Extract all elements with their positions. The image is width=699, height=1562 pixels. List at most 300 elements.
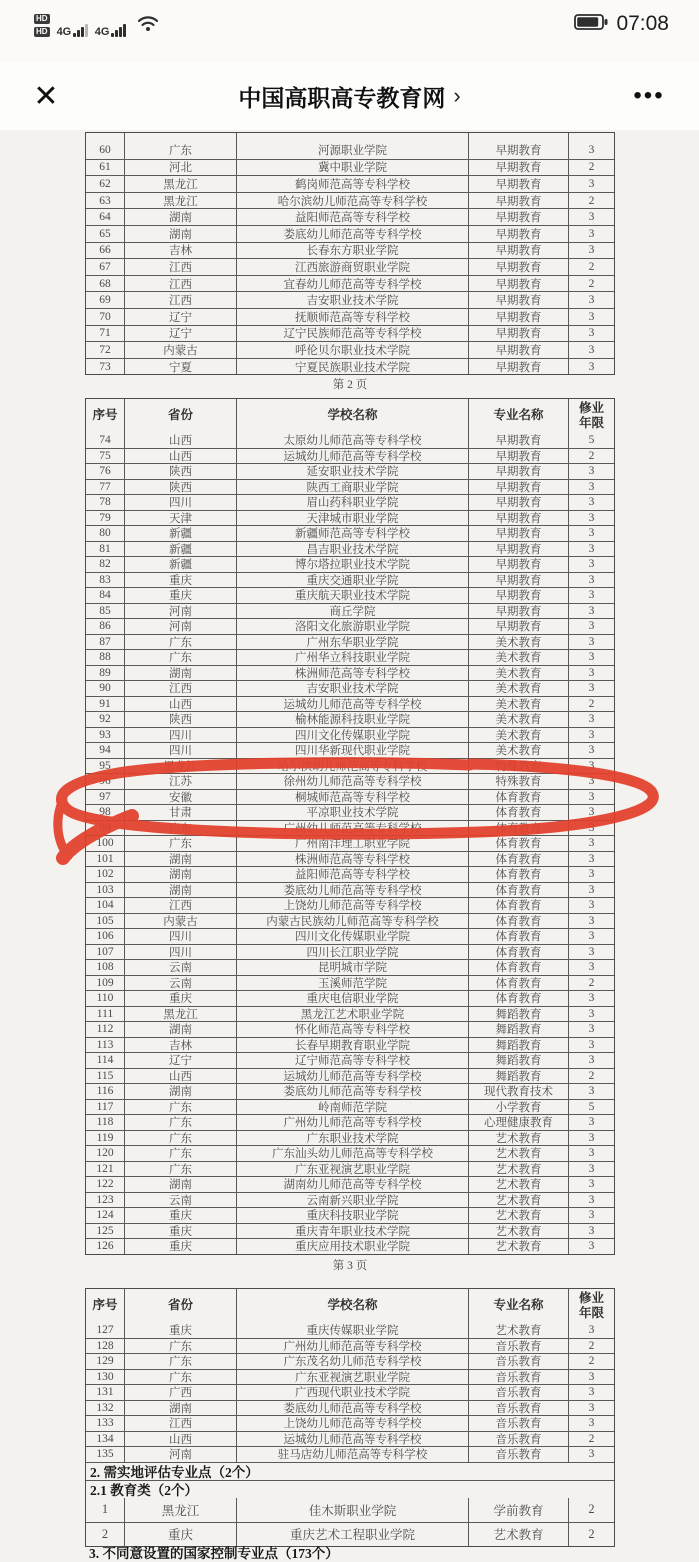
table-cell: 66 — [99, 244, 111, 257]
table-cell: 广东茂名幼儿师范专科学校 — [236, 1354, 468, 1369]
table-cell: 90 — [99, 682, 111, 695]
table-cell: 92 — [99, 713, 111, 726]
table-cell: 3 — [568, 176, 614, 192]
table-cell: 河南 — [124, 1447, 236, 1462]
table-cell: 131 — [96, 1386, 114, 1399]
table-cell: 2 — [568, 1498, 614, 1522]
table-cell: 广东 — [124, 1115, 236, 1130]
table-cell: 艺术教育 — [468, 1131, 568, 1146]
table-cell: 3 — [568, 309, 614, 325]
table-row — [86, 758, 614, 774]
table-cell: 119 — [96, 1131, 114, 1144]
table-cell: 81 — [99, 542, 111, 555]
table-cell: 江西 — [124, 1416, 236, 1431]
table-row — [86, 680, 614, 696]
table-cell: 黑龙江艺术职业学院 — [236, 1007, 468, 1022]
table-cell: 艺术教育 — [468, 1322, 568, 1338]
table-cell: 湖南 — [124, 867, 236, 882]
table-cell: 3 — [568, 604, 614, 619]
table-cell: 重庆航天职业技术学院 — [236, 588, 468, 603]
table-cell: 3 — [568, 209, 614, 225]
table-cell: 96 — [99, 775, 111, 788]
table-row — [86, 711, 614, 727]
table-cell: 98 — [99, 806, 111, 819]
table-cell: 体育教育 — [468, 790, 568, 805]
table-cell: 云南 — [124, 960, 236, 975]
table-cell: 70 — [99, 310, 111, 323]
table-row — [86, 959, 614, 975]
table-cell: 105 — [96, 914, 114, 927]
table-cell: 广东亚视演艺职业学院 — [236, 1370, 468, 1385]
table-cell: 湖南 — [124, 852, 236, 867]
table-cell: 广州华立科技职业学院 — [236, 650, 468, 665]
table-row — [86, 975, 614, 991]
table-cell: 运城幼儿师范高等专科学校 — [236, 1069, 468, 1084]
table-cell: 132 — [96, 1401, 114, 1414]
table-cell: 早期教育 — [468, 542, 568, 557]
table-cell: 音乐教育 — [468, 1354, 568, 1369]
table-cell: 河源职业学院 — [236, 142, 468, 159]
table-cell: 音乐教育 — [468, 1385, 568, 1400]
table-cell: 5 — [568, 432, 614, 448]
table-row — [86, 494, 614, 510]
table-row — [86, 225, 614, 242]
table-cell: 内蒙古 — [124, 914, 236, 929]
table-cell: 3 — [568, 573, 614, 588]
section-2-title: 2. 需实地评估专业点（2个） — [86, 1462, 614, 1480]
table-cell: 山西 — [124, 449, 236, 464]
table-cell: 广东 — [124, 1354, 236, 1369]
table-cell: 83 — [99, 573, 111, 586]
table-cell: 135 — [96, 1448, 114, 1461]
table-cell: 3 — [568, 883, 614, 898]
table-cell: 甘肃 — [124, 805, 236, 820]
table-cell: 体育教育 — [468, 945, 568, 960]
table-cell: 怀化师范高等专科学校 — [236, 1022, 468, 1037]
column-header: 省份 — [124, 1289, 236, 1322]
table-cell: 体育教育 — [468, 852, 568, 867]
table-cell: 3 — [568, 1239, 614, 1254]
table-cell: 2 — [101, 1526, 109, 1541]
section-3-title: 3. 不同意设置的国家控制专业点（173个） — [89, 1546, 339, 1561]
table-cell: 115 — [96, 1069, 114, 1082]
table-cell: 音乐教育 — [468, 1432, 568, 1447]
column-header: 序号 — [92, 408, 118, 423]
table-row — [86, 556, 614, 572]
table-cell: 重庆艺术工程职业学院 — [236, 1523, 468, 1546]
table-row — [86, 820, 614, 836]
table-cell: 2 — [568, 697, 614, 712]
table-cell: 广东 — [124, 836, 236, 851]
table-cell: 3 — [568, 1115, 614, 1130]
table-cell: 广东 — [124, 1146, 236, 1161]
table-cell: 3 — [568, 914, 614, 929]
table-cell: 130 — [96, 1370, 114, 1383]
table-cell: 黑龙江 — [124, 193, 236, 209]
table-cell: 广州东华职业学院 — [236, 635, 468, 650]
table-cell: 宜春幼儿师范高等专科学校 — [236, 276, 468, 292]
table-cell: 体育教育 — [468, 805, 568, 820]
table-cell: 江西 — [124, 276, 236, 292]
table-cell: 广东汕头幼儿师范高等专科学校 — [236, 1146, 468, 1161]
table-cell: 江西 — [124, 292, 236, 308]
more-menu-icon[interactable]: ••• — [633, 82, 665, 109]
table-cell: 65 — [99, 227, 111, 240]
table-cell: 音乐教育 — [468, 1401, 568, 1416]
status-bar — [0, 0, 699, 62]
table-cell: 音乐教育 — [468, 1370, 568, 1385]
table-row — [86, 665, 614, 681]
table-cell: 湖南 — [124, 226, 236, 242]
table-cell: 3 — [568, 1038, 614, 1053]
page-number: 第 3 页 — [332, 1260, 368, 1272]
table-cell: 体育教育 — [468, 960, 568, 975]
table-cell: 江西 — [124, 681, 236, 696]
table-cell: 早期教育 — [468, 449, 568, 464]
table-cell: 3 — [568, 1385, 614, 1400]
table-cell: 山西 — [124, 697, 236, 712]
table-cell: 音乐教育 — [468, 1339, 568, 1354]
table-cell: 2 — [568, 193, 614, 209]
table-cell: 早期教育 — [468, 359, 568, 375]
table-cell: 5 — [568, 1100, 614, 1115]
table-cell: 四川文化传媒职业学院 — [236, 728, 468, 743]
table-cell: 舞蹈教育 — [468, 1069, 568, 1084]
wifi-icon — [137, 14, 159, 37]
column-header: 序号 — [92, 1298, 118, 1313]
table-cell: 天津 — [124, 511, 236, 526]
page-title[interactable] — [0, 62, 699, 130]
table-row — [86, 432, 614, 448]
network-type-label: 4G — [94, 26, 110, 38]
table-cell: 黑龙江 — [124, 176, 236, 192]
page-title-text: 中国高职高专教育网 — [238, 84, 446, 111]
table-cell: 天津城市职业学院 — [236, 511, 468, 526]
table-row — [86, 142, 614, 159]
table-cell: 江苏 — [124, 774, 236, 789]
table-cell: 早期教育 — [468, 495, 568, 510]
table-cell: 江西 — [124, 898, 236, 913]
table-cell: 益阳师范高等专科学校 — [236, 867, 468, 882]
table-cell: 江西 — [124, 259, 236, 275]
table-cell: 3 — [568, 666, 614, 681]
table-row — [86, 587, 614, 603]
table-cell: 82 — [99, 558, 111, 571]
table-row — [86, 208, 614, 225]
table-cell: 美术教育 — [468, 697, 568, 712]
table-cell: 3 — [568, 852, 614, 867]
table-cell: 早期教育 — [468, 557, 568, 572]
table-cell: 美术教育 — [468, 650, 568, 665]
table-cell: 艺术教育 — [468, 1146, 568, 1161]
table-cell: 早期教育 — [468, 480, 568, 495]
column-header: 省份 — [124, 399, 236, 432]
table-cell: 3 — [568, 359, 614, 375]
table-cell: 84 — [99, 589, 111, 602]
table-cell: 3 — [568, 867, 614, 882]
table-cell: 103 — [96, 883, 114, 896]
table-cell: 黑龙江 — [124, 1007, 236, 1022]
table-cell: 四川 — [124, 945, 236, 960]
table-cell: 重庆青年职业技术学院 — [236, 1224, 468, 1239]
table-cell: 早期教育 — [468, 142, 568, 159]
table-row — [86, 275, 614, 292]
table-cell: 哈尔滨幼儿师范高等专科学校 — [236, 193, 468, 209]
table-cell: 舞蹈教育 — [468, 1038, 568, 1053]
table-row — [86, 742, 614, 758]
table-cell: 重庆 — [124, 1322, 236, 1338]
table-cell: 株洲师范高等专科学校 — [236, 852, 468, 867]
close-icon[interactable]: ✕ — [33, 79, 59, 113]
table-cell: 艺术教育 — [468, 1523, 568, 1546]
table-row — [86, 192, 614, 209]
table-cell: 徐州幼儿师范高等专科学校 — [236, 774, 468, 789]
table-cell: 佳木斯职业学院 — [236, 1498, 468, 1522]
table-row — [86, 525, 614, 541]
table-cell: 76 — [99, 465, 111, 478]
table-cell: 早期教育 — [468, 193, 568, 209]
table-row — [86, 789, 614, 805]
table-cell: 新疆 — [124, 526, 236, 541]
table-cell: 广东 — [124, 821, 236, 836]
table-cell: 广东 — [124, 1131, 236, 1146]
table-row — [86, 1068, 614, 1084]
table-cell: 广东亚视演艺职业学院 — [236, 1162, 468, 1177]
table-row — [86, 258, 614, 275]
table-cell: 124 — [96, 1209, 114, 1222]
table-cell: 125 — [96, 1224, 114, 1237]
clock-time: 07:08 — [616, 12, 669, 35]
table-row — [86, 325, 614, 342]
table-cell: 86 — [99, 620, 111, 633]
table-cell: 音乐教育 — [468, 1447, 568, 1462]
table-page3 — [85, 398, 615, 1255]
table-cell: 3 — [568, 142, 614, 159]
table-cell: 安徽 — [124, 790, 236, 805]
table-cell: 艺术教育 — [468, 1177, 568, 1192]
table-row — [86, 1446, 614, 1462]
table-cell: 3 — [568, 1447, 614, 1462]
table-cell: 早期教育 — [468, 243, 568, 259]
table-cell: 3 — [568, 1162, 614, 1177]
status-left-cluster — [34, 14, 159, 37]
table-cell: 体育教育 — [468, 991, 568, 1006]
table-cell: 67 — [99, 260, 111, 273]
table-cell: 93 — [99, 728, 111, 741]
table-cell: 121 — [96, 1162, 114, 1175]
table-cell: 3 — [568, 821, 614, 836]
table-cell: 97 — [99, 790, 111, 803]
column-header: 学校名称 — [236, 1289, 468, 1322]
table-row — [86, 913, 614, 929]
table-row — [86, 1037, 614, 1053]
table-cell: 3 — [568, 836, 614, 851]
table-row — [86, 341, 614, 358]
table-cell: 110 — [96, 992, 114, 1005]
table-cell: 广东 — [124, 1100, 236, 1115]
section-2-1-title: 2.1 教育类（2个） — [86, 1480, 614, 1498]
table-cell: 3 — [568, 1146, 614, 1161]
table-cell: 73 — [99, 360, 111, 373]
document-viewport[interactable] — [0, 130, 699, 1561]
battery-icon — [574, 13, 608, 36]
table-cell: 重庆科技职业学院 — [236, 1208, 468, 1223]
table-cell: 102 — [96, 868, 114, 881]
column-header: 修业年限 — [568, 1289, 614, 1322]
table-cell: 广西 — [124, 1385, 236, 1400]
table-cell: 云南 — [124, 1193, 236, 1208]
table-cell: 3 — [568, 759, 614, 774]
table-cell: 岭南师范学院 — [236, 1100, 468, 1115]
table-cell: 早期教育 — [468, 511, 568, 526]
table-cell: 3 — [568, 1208, 614, 1223]
table-cell: 3 — [568, 557, 614, 572]
table-cell: 早期教育 — [468, 292, 568, 308]
table-row — [86, 541, 614, 557]
table-cell: 舞蹈教育 — [468, 1007, 568, 1022]
network-type-label: 4G — [56, 26, 72, 38]
table-cell: 3 — [568, 1007, 614, 1022]
table-cell: 2 — [568, 1523, 614, 1546]
table-cell: 2 — [568, 1339, 614, 1354]
column-header: 专业名称 — [468, 399, 568, 432]
table-cell: 早期教育 — [468, 573, 568, 588]
table-cell: 株洲师范高等专科学校 — [236, 666, 468, 681]
table-cell: 吉林 — [124, 243, 236, 259]
table-cell: 体育教育 — [468, 914, 568, 929]
table-cell: 早期教育 — [468, 309, 568, 325]
table-row — [86, 1099, 614, 1115]
table-cell: 娄底幼儿师范高等专科学校 — [236, 883, 468, 898]
table-cell: 内蒙古 — [124, 342, 236, 358]
table-cell: 广州幼儿师范高等专科学校 — [236, 1339, 468, 1354]
table-cell: 美术教育 — [468, 666, 568, 681]
table-cell: 云南新兴职业学院 — [236, 1193, 468, 1208]
section-2-table — [86, 1498, 614, 1546]
table-row — [86, 804, 614, 820]
table-cell: 77 — [99, 480, 111, 493]
table-row — [86, 1083, 614, 1099]
table-cell: 3 — [568, 805, 614, 820]
table-cell: 3 — [568, 542, 614, 557]
table-cell: 117 — [96, 1100, 114, 1113]
table-cell: 广西现代职业技术学院 — [236, 1385, 468, 1400]
table-cell: 3 — [568, 1416, 614, 1431]
table-cell: 3 — [568, 898, 614, 913]
status-right-cluster — [574, 12, 669, 36]
table-cell: 3 — [568, 526, 614, 541]
table-cell: 早期教育 — [468, 176, 568, 192]
table-row — [86, 358, 614, 375]
page-number: 第 2 页 — [332, 379, 368, 391]
table-cell: 早期教育 — [468, 432, 568, 448]
table-cell: 早期教育 — [468, 342, 568, 358]
table-cell: 湖南 — [124, 209, 236, 225]
signal-bars-icon — [73, 22, 88, 37]
table-cell: 68 — [99, 277, 111, 290]
table-cell: 上饶幼儿师范高等专科学校 — [236, 1416, 468, 1431]
table-cell: 3 — [568, 480, 614, 495]
table-cell: 艺术教育 — [468, 1239, 568, 1254]
table-cell: 62 — [99, 177, 111, 190]
table-row — [86, 1400, 614, 1416]
table-cell: 99 — [99, 821, 111, 834]
table-cell: 重庆 — [124, 991, 236, 1006]
sim2-signal — [95, 22, 126, 37]
table-cell: 玉溪师范学院 — [236, 976, 468, 991]
table-cell: 106 — [96, 930, 114, 943]
table-cell: 69 — [99, 294, 111, 307]
table-row — [86, 1322, 614, 1338]
table-cell: 舞蹈教育 — [468, 1053, 568, 1068]
table-row — [86, 882, 614, 898]
table-cell: 眉山药科职业学院 — [236, 495, 468, 510]
table-cell: 榆林能源科技职业学院 — [236, 712, 468, 727]
table-cell: 广东 — [124, 1370, 236, 1385]
table-cell: 吉安职业技术学院 — [236, 681, 468, 696]
table-cell: 早期教育 — [468, 209, 568, 225]
table-cell: 134 — [96, 1432, 114, 1445]
table-cell: 109 — [96, 976, 114, 989]
table-row — [86, 1338, 614, 1354]
table-cell: 重庆 — [124, 588, 236, 603]
table-cell: 艺术教育 — [468, 1193, 568, 1208]
table-cell: 122 — [96, 1178, 114, 1191]
table-cell: 冀中职业学院 — [236, 160, 468, 176]
table-cell: 2 — [568, 449, 614, 464]
table-cell: 博尔塔拉职业技术学院 — [236, 557, 468, 572]
table-cell: 四川 — [124, 495, 236, 510]
table-row — [86, 649, 614, 665]
table-row-clipped — [86, 133, 614, 142]
table-cell: 辽宁师范高等专科学校 — [236, 1053, 468, 1068]
table-cell: 3 — [568, 681, 614, 696]
table-cell: 吉安职业技术学院 — [236, 292, 468, 308]
chevron-right-icon: › — [453, 83, 461, 108]
table-cell: 2 — [568, 160, 614, 176]
table-cell: 体育教育 — [468, 929, 568, 944]
table-cell: 71 — [99, 327, 111, 340]
table-cell: 四川华新现代职业学院 — [236, 743, 468, 758]
table-cell: 3 — [568, 991, 614, 1006]
table-cell: 洛阳文化旅游职业学院 — [236, 619, 468, 634]
table-row — [86, 603, 614, 619]
table-cell: 湖南 — [124, 1401, 236, 1416]
table-header-row — [86, 1289, 614, 1322]
table-cell: 延安职业技术学院 — [236, 464, 468, 479]
table-row — [86, 928, 614, 944]
table-cell: 61 — [99, 161, 111, 174]
table-cell: 体育教育 — [468, 867, 568, 882]
table-cell: 127 — [96, 1323, 114, 1336]
table-row — [86, 727, 614, 743]
table-cell: 118 — [96, 1116, 114, 1129]
table-row — [86, 159, 614, 176]
table-cell: 平凉职业技术学院 — [236, 805, 468, 820]
table-cell: 3 — [568, 1053, 614, 1068]
column-header: 专业名称 — [468, 1289, 568, 1322]
table-cell: 广东 — [124, 650, 236, 665]
table-cell: 3 — [568, 326, 614, 342]
table-row — [86, 866, 614, 882]
table-cell: 广东职业技术学院 — [236, 1131, 468, 1146]
table-cell: 3 — [568, 292, 614, 308]
table-cell: 娄底幼儿师范高等专科学校 — [236, 1401, 468, 1416]
table-cell: 哈尔滨幼儿师范高等专科学校 — [236, 759, 468, 774]
table-cell: 3 — [568, 712, 614, 727]
table-cell: 吉林 — [124, 1038, 236, 1053]
browser-nav-bar — [0, 62, 699, 131]
